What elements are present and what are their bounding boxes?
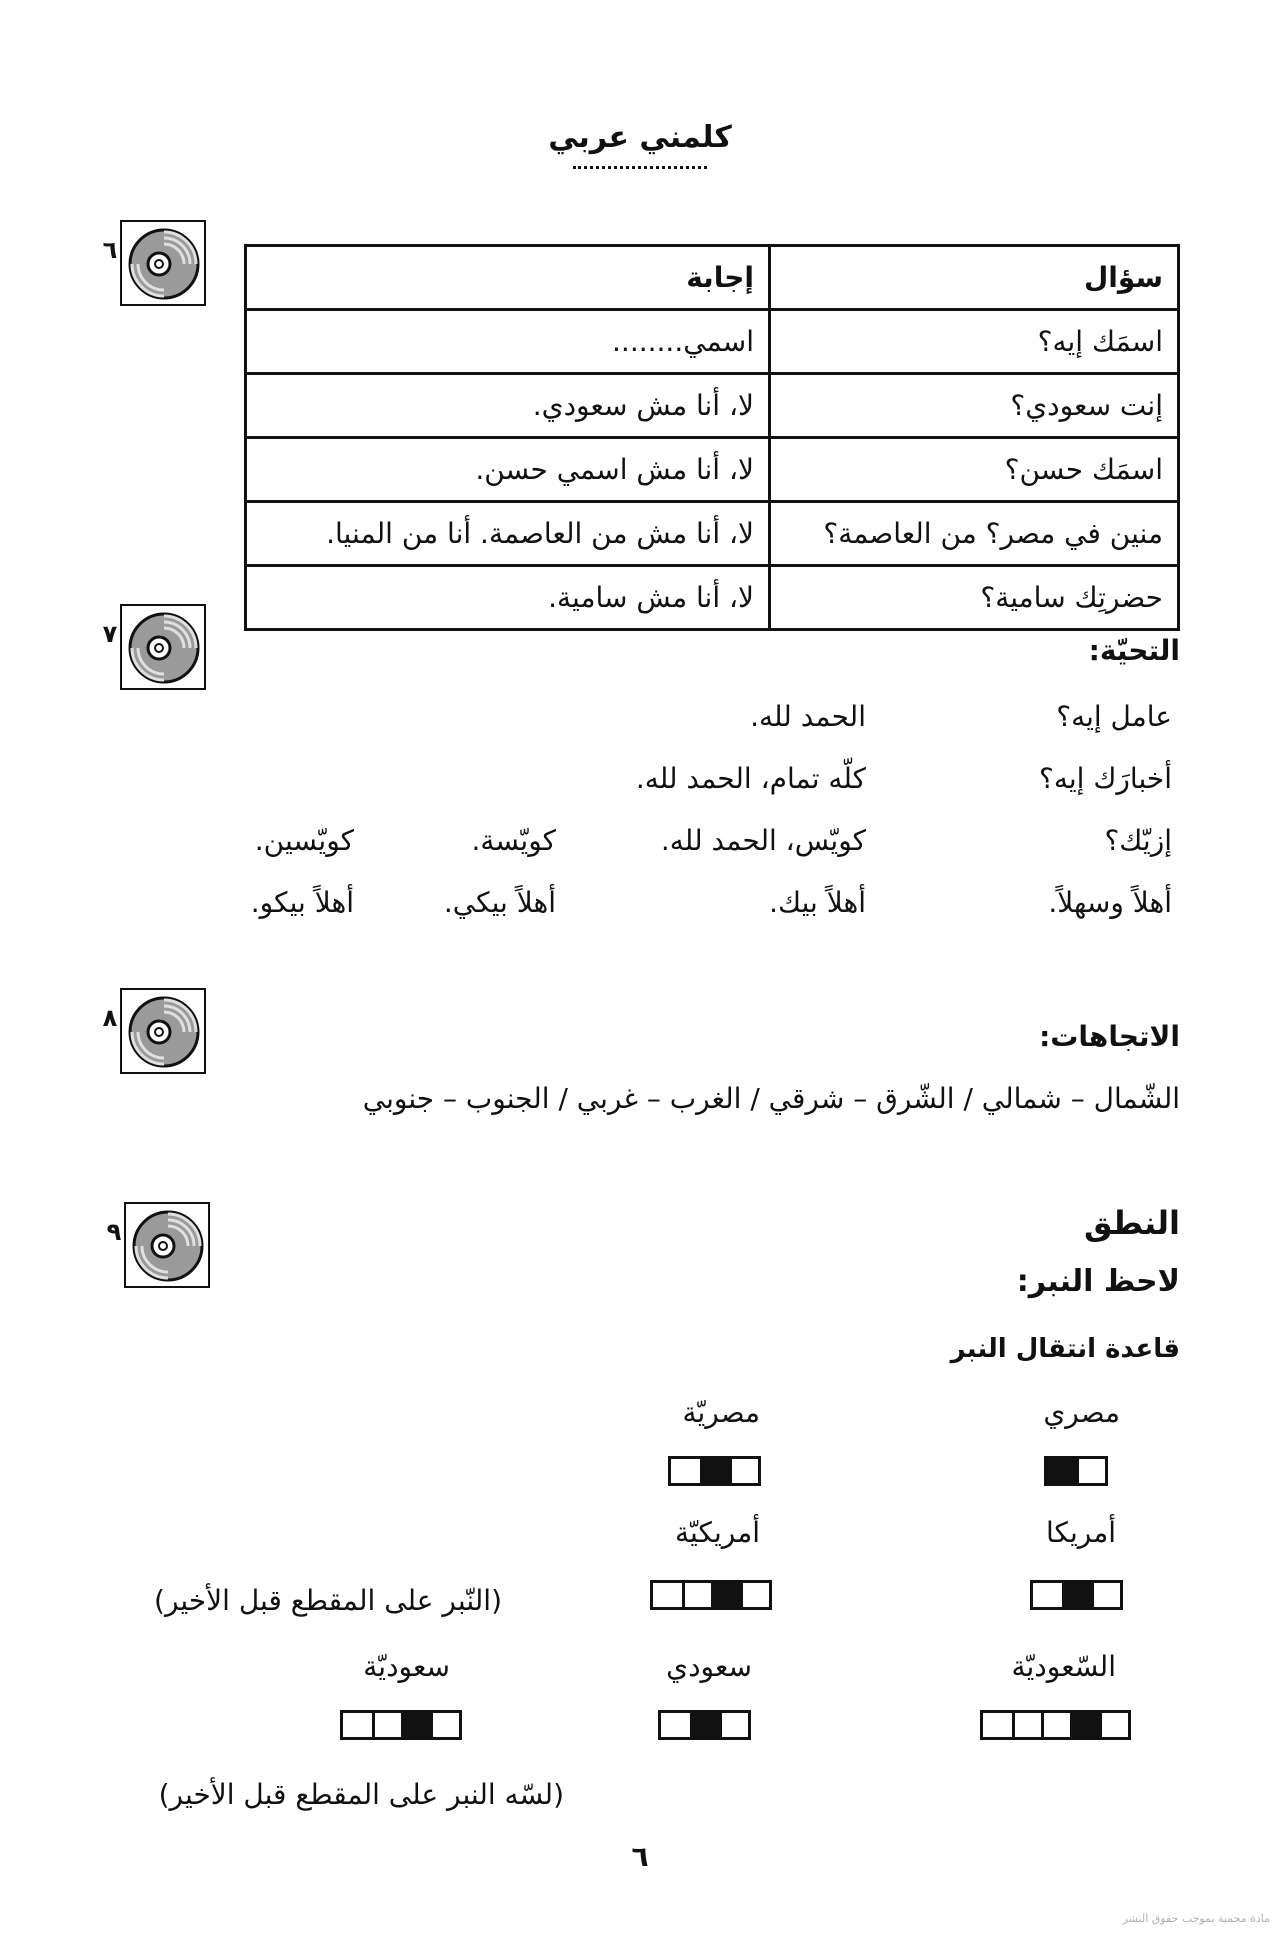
question-cell: اسمَك حسن؟ xyxy=(770,438,1179,502)
track-number: ٦ xyxy=(102,236,118,264)
syllable-boxes-saudi xyxy=(658,1710,751,1740)
stress-rule-title: قاعدة انتقال النبر xyxy=(950,1334,1180,1364)
stress-subtitle: لاحظ النبر: xyxy=(1016,1264,1180,1299)
table-row xyxy=(246,374,1179,438)
word-masri: مصري xyxy=(1043,1396,1120,1429)
greeting-reply: كويّس، الحمد لله. xyxy=(660,824,866,857)
greeting-reply: أهلاً بيك. xyxy=(769,886,866,919)
syllable-boxes-masriyya xyxy=(668,1456,761,1486)
stress-note-still-penultimate: (لسّه النبر على المقطع قبل الأخير) xyxy=(158,1778,564,1811)
audio-track-6[interactable] xyxy=(102,220,208,308)
table-row xyxy=(246,502,1179,566)
stress-note-penultimate: (النّبر على المقطع قبل الأخير) xyxy=(154,1584,502,1617)
track-number: ٩ xyxy=(106,1218,122,1246)
table-row xyxy=(246,566,1179,630)
question-cell: حضرتِك سامية؟ xyxy=(770,566,1179,630)
greeting-reply: كلّه تمام، الحمد لله. xyxy=(635,762,866,795)
syllable-boxes-masri xyxy=(1044,1456,1108,1486)
track-number: ٨ xyxy=(102,1004,118,1032)
question-cell: منين في مصر؟ من العاصمة؟ xyxy=(770,502,1179,566)
word-al-saudiyya: السّعوديّة xyxy=(1011,1650,1116,1683)
word-masriyya: مصريّة xyxy=(682,1396,760,1429)
audio-track-8[interactable] xyxy=(102,988,208,1076)
word-amrikiyya: أمريكيّة xyxy=(675,1516,760,1549)
table-header-row xyxy=(246,246,1179,310)
answer-cell: اسمي........ xyxy=(246,310,770,374)
answer-cell: لا، أنا مش من العاصمة. أنا من المنيا. xyxy=(246,502,770,566)
directions-title: الاتجاهات: xyxy=(1039,1020,1180,1053)
audio-track-7[interactable] xyxy=(102,604,208,692)
title-underline xyxy=(573,166,707,169)
track-number: ٧ xyxy=(102,620,118,648)
book-title: كلمني عربي xyxy=(540,120,740,155)
answer-cell: لا، أنا مش اسمي حسن. xyxy=(246,438,770,502)
syllable-boxes-saudiyya xyxy=(340,1710,462,1740)
question-answer-table xyxy=(244,244,1180,631)
cd-icon xyxy=(126,224,202,304)
cd-icon xyxy=(126,608,202,688)
greeting-reply-plural: أهلاً بيكو. xyxy=(250,886,354,919)
table-row xyxy=(246,310,1179,374)
greeting-title: التحيّة: xyxy=(1088,634,1180,667)
question-cell: اسمَك إيه؟ xyxy=(770,310,1179,374)
word-amrika: أمريكا xyxy=(1045,1516,1116,1549)
pronunciation-title: النطق xyxy=(1083,1204,1180,1242)
greeting-reply-feminine: أهلاً بيكي. xyxy=(443,886,556,919)
greeting-reply-plural: كويّسين. xyxy=(254,824,354,857)
audio-track-9[interactable] xyxy=(106,1202,212,1290)
syllable-boxes-amrikiyya xyxy=(650,1580,772,1610)
page-number: ٦ xyxy=(631,1840,649,1873)
column-header-answer: إجابة xyxy=(246,246,770,310)
greeting-phrase: أخبارَك إيه؟ xyxy=(1038,762,1172,795)
question-cell: إنت سعودي؟ xyxy=(770,374,1179,438)
column-header-question: سؤال xyxy=(770,246,1179,310)
word-saudi: سعودي xyxy=(666,1650,752,1683)
table-row xyxy=(246,438,1179,502)
copyright-watermark: مادة محمية بموجب حقوق النشر xyxy=(1122,1912,1270,1925)
answer-cell: لا، أنا مش سعودي. xyxy=(246,374,770,438)
greeting-phrase: أهلاً وسهلاً. xyxy=(1048,886,1172,919)
word-saudiyya: سعوديّة xyxy=(363,1650,450,1683)
greeting-reply: الحمد لله. xyxy=(750,700,866,733)
cd-icon xyxy=(130,1206,206,1286)
answer-cell: لا، أنا مش سامية. xyxy=(246,566,770,630)
cd-icon xyxy=(126,992,202,1072)
greeting-phrase: عامل إيه؟ xyxy=(1056,700,1172,733)
syllable-boxes-al-saudiyya xyxy=(980,1710,1131,1740)
greeting-phrase: إزيّك؟ xyxy=(1104,824,1172,857)
directions-text: الشّمال – شمالي / الشّرق – شرقي / الغرب – غربي / الجنوب – جنوبي xyxy=(362,1082,1180,1115)
syllable-boxes-amrika xyxy=(1030,1580,1123,1610)
greeting-reply-feminine: كويّسة. xyxy=(471,824,556,857)
